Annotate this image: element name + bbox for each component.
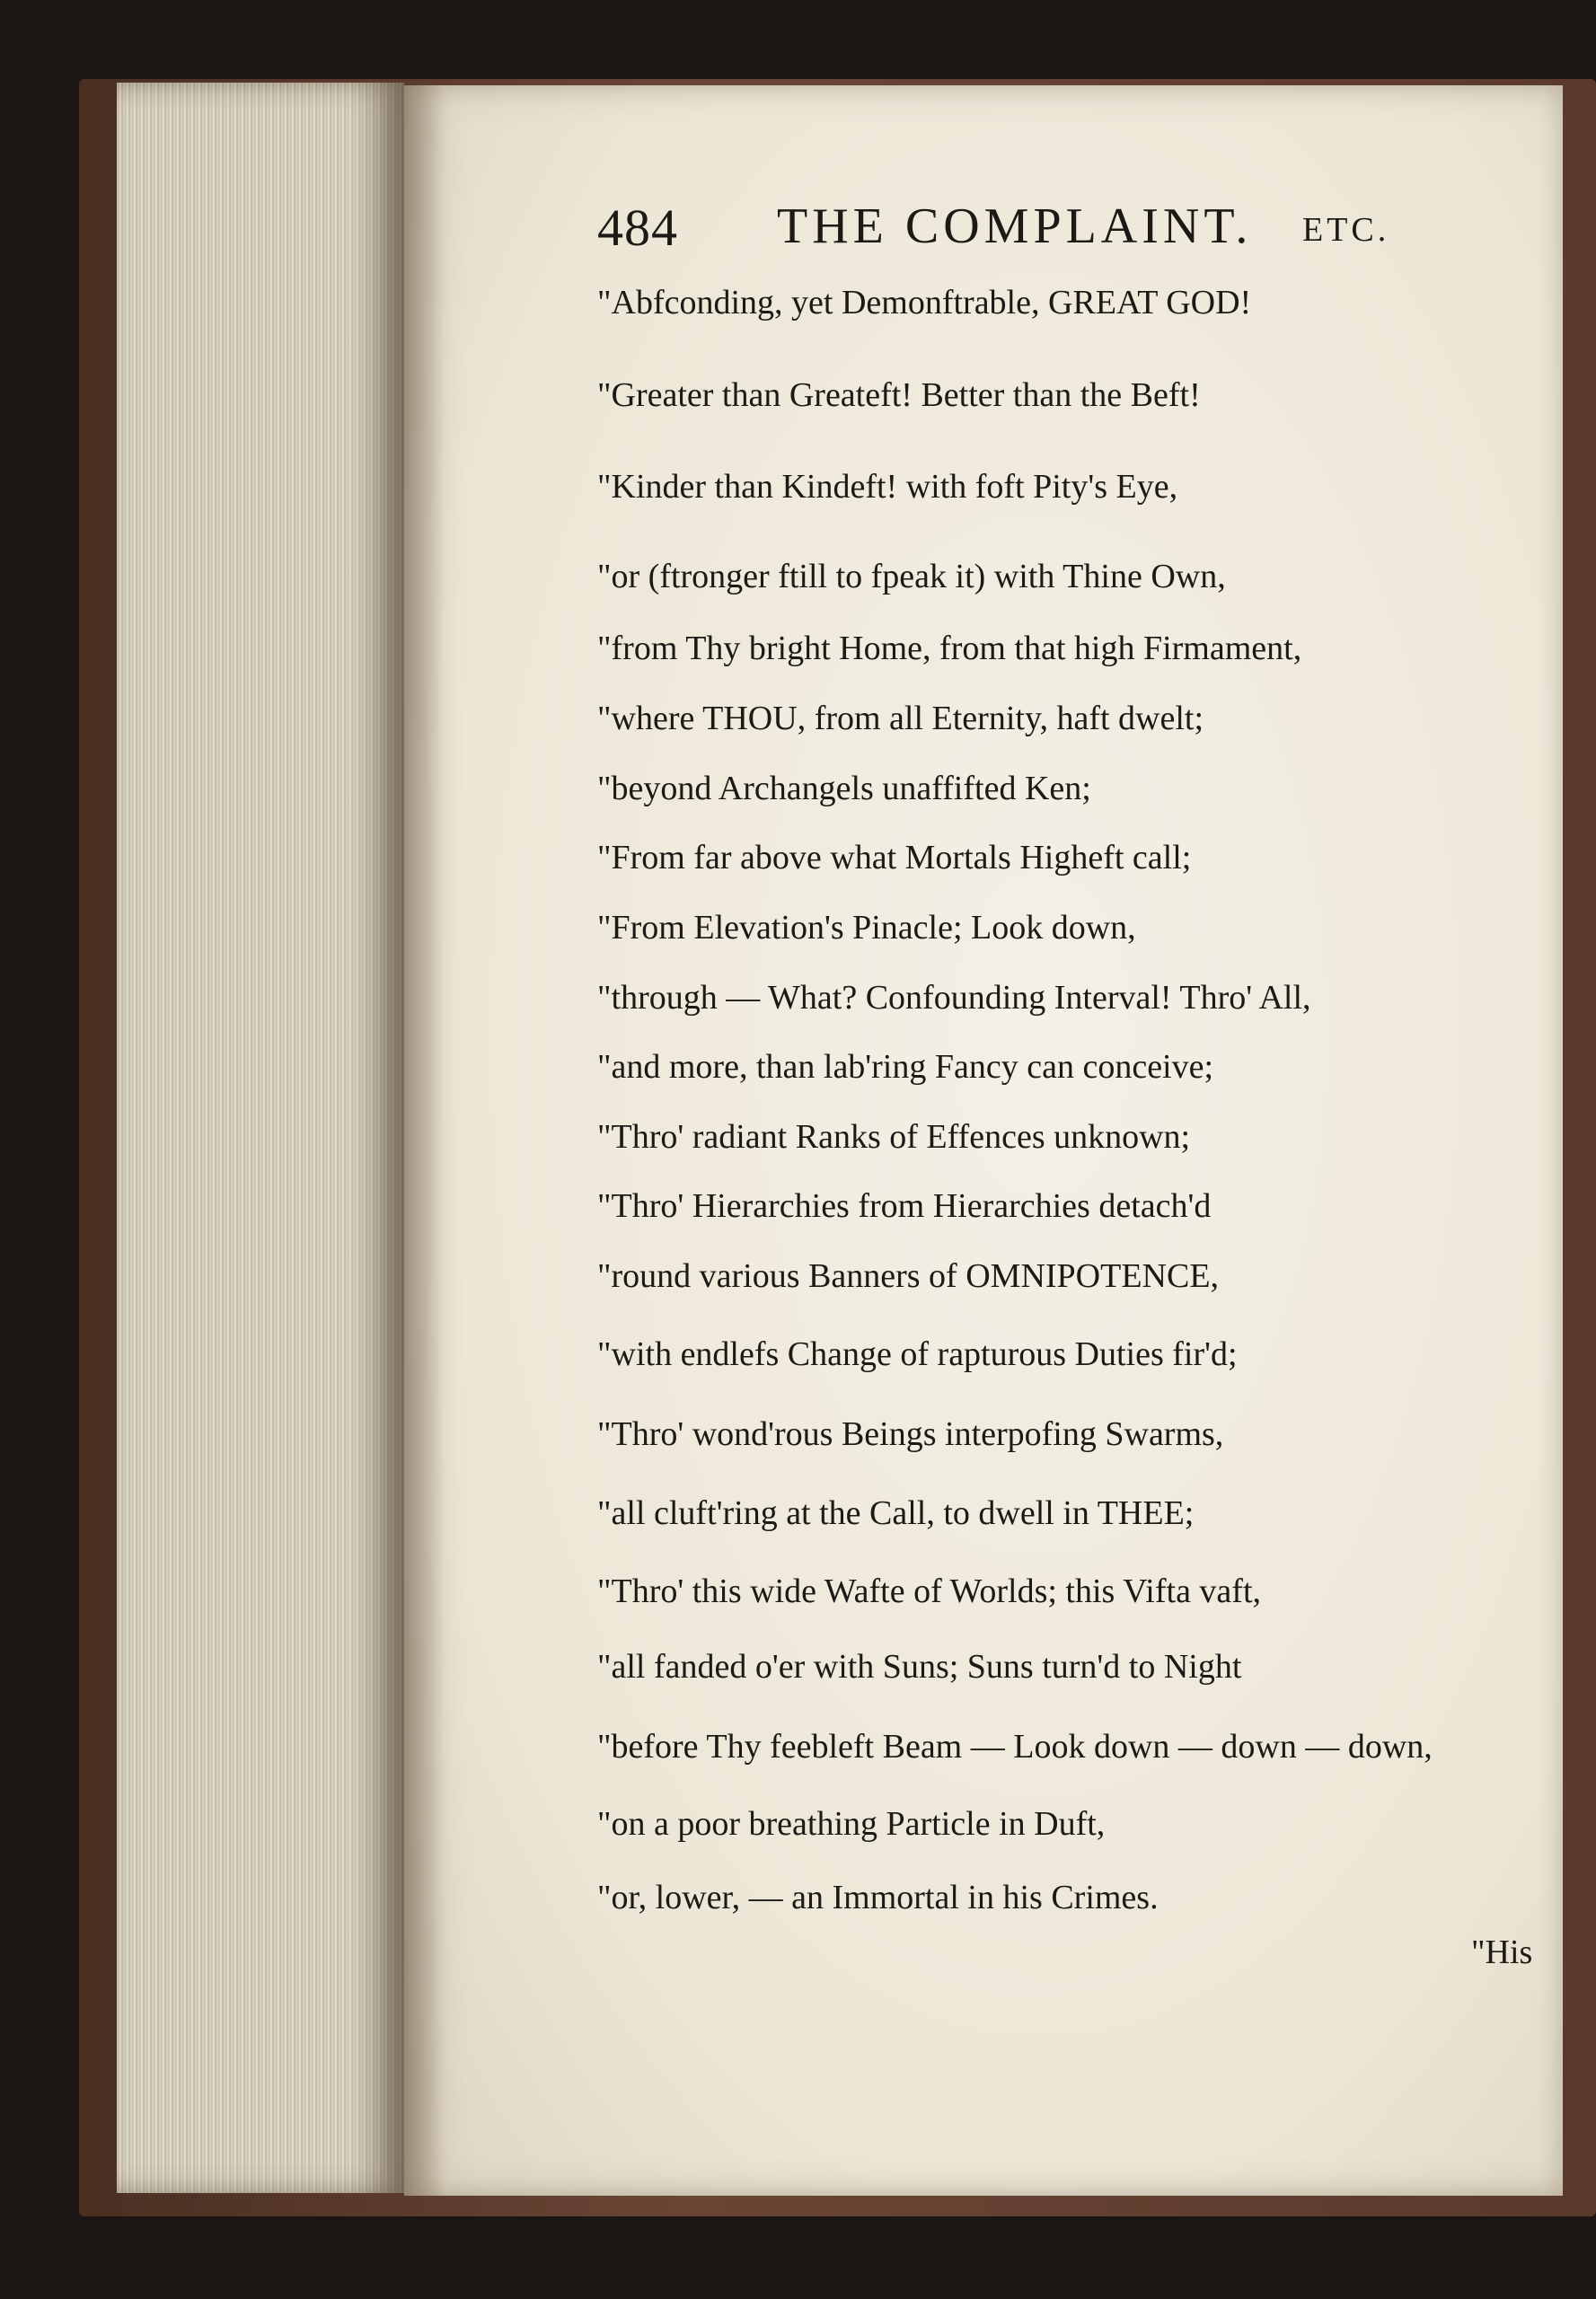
verse-line: "From Elevation's Pinacle; Look down,	[597, 909, 1136, 947]
verse-line: "on a poor breathing Particle in Duft,	[597, 1805, 1106, 1843]
page-edges	[117, 83, 404, 2193]
verse-line: "Thro' Hierarchies from Hierarchies detach'd	[597, 1187, 1212, 1225]
verse-line: "where THOU, from all Eternity, haft dwelt;	[597, 700, 1204, 737]
page-header	[597, 194, 1424, 257]
verse-line: "or, lower, — an Immortal in his Crimes.	[597, 1879, 1159, 1916]
verse-line: "all cluft'ring at the Call, to dwell in THEE;	[597, 1494, 1195, 1532]
verse-line: "and more, than lab'ring Fancy can conceive;	[597, 1048, 1214, 1086]
catchword: "His	[1471, 1933, 1533, 1971]
verse-line: "before Thy feebleft Beam — Look down — down — down,	[597, 1728, 1433, 1766]
verse-line: "Thro' wond'rous Beings interpofing Swarms,	[597, 1415, 1224, 1453]
verse-line: "From far above what Mortals Higheft call;	[597, 839, 1192, 876]
verse-line: "Abfconding, yet Demonftrable, GREAT GOD!	[597, 284, 1252, 322]
gutter-shadow	[404, 85, 445, 2196]
verse-line: "from Thy bright Home, from that high Firmament,	[597, 630, 1302, 667]
verse-line: "or (ftronger ftill to fpeak it) with Thine Own,	[597, 558, 1226, 595]
verse-line: "beyond Archangels unaffifted Ken;	[597, 770, 1091, 807]
running-title: THE COMPLAINT.	[777, 198, 1253, 254]
verse-line: "all fanded o'er with Suns; Suns turn'd to Night	[597, 1648, 1242, 1686]
verse-line: "Kinder than Kindeft! with foft Pity's Eye,	[597, 468, 1178, 506]
running-title-abbreviation: ETC.	[1302, 211, 1390, 249]
verse-line: "Thro' radiant Ranks of Effences unknown;	[597, 1118, 1191, 1156]
page-number: 484	[597, 198, 678, 257]
verse-line: "through — What? Confounding Interval! Thro' All,	[597, 979, 1311, 1017]
verse-line: "round various Banners of OMNIPOTENCE,	[597, 1257, 1220, 1295]
verse-line: "Greater than Greateft! Better than the Beft!	[597, 376, 1201, 414]
verse-line: "Thro' this wide Wafte of Worlds; this Vifta vaft,	[597, 1572, 1262, 1610]
verse-line: "with endlefs Change of rapturous Duties fir'd;	[597, 1335, 1238, 1373]
